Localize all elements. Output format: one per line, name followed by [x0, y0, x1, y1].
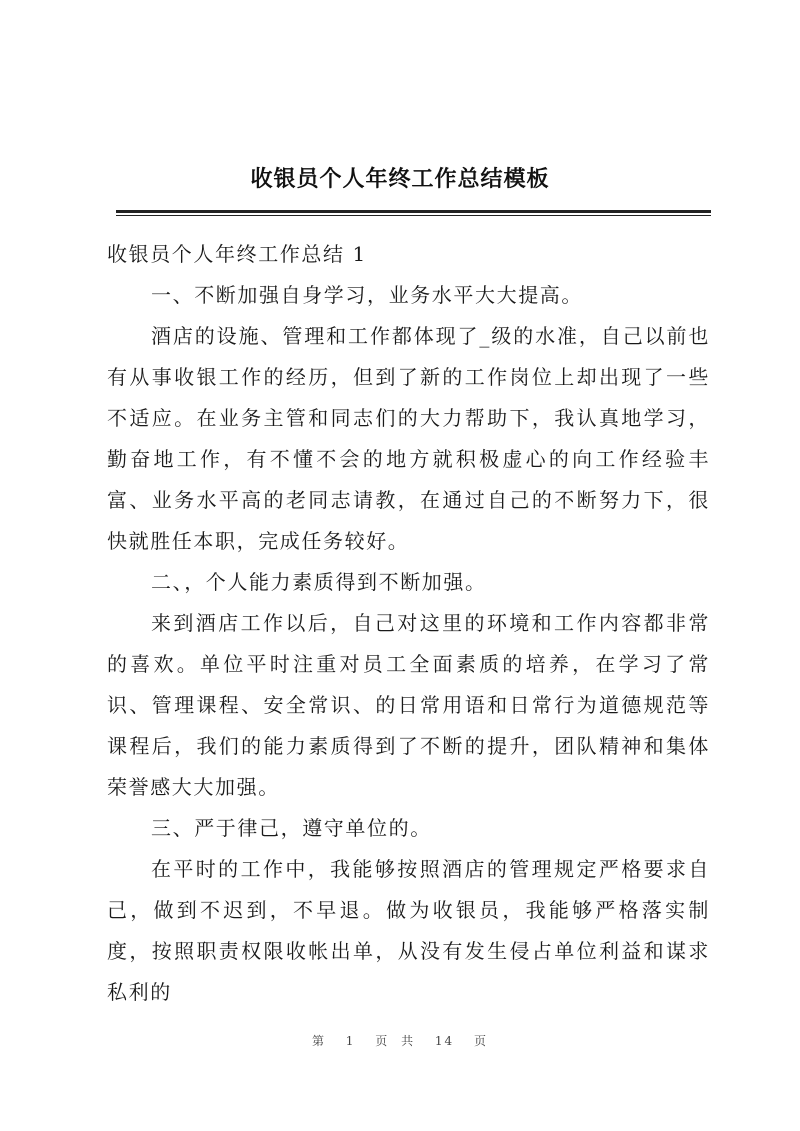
title-divider-thick [116, 210, 711, 213]
paragraph-1: 一、不断加强自身学习，业务水平大大提高。 [151, 283, 583, 307]
footer-page-number: 1 [345, 1034, 356, 1048]
paragraph-6: 在平时的工作中，我能够按照酒店的管理规定严格要求自己，做到不迟到，不早退。做为收银员，我能够严格落实制度，按照职责权限收帐出单，从没有发生侵占单位利益和谋求私利的 [107, 857, 710, 1004]
footer-middle: 页 共 [375, 1034, 416, 1048]
section-heading: 收银员个人年终工作总结 1 [107, 242, 367, 266]
paragraph-2: 酒店的设施、管理和工作都体现了_级的水准，自己以前也有从事收银工作的经历，但到了新的工作岗位上却出现了一些不适应。在业务主管和同志们的大力帮助下，我认真地学习，勤奋地工作，有不懂不会的地方就积极虚心的向工作经验丰富、业务水平高的老同志请教，在通过自己的不断努力下，很快就胜任本职，完成任务较好。 [107, 324, 710, 553]
paragraph-5: 三、严于律己，遵守单位的。 [151, 816, 432, 840]
footer-prefix: 第 [311, 1034, 326, 1048]
footer-total-pages: 14 [434, 1034, 455, 1048]
footer-suffix: 页 [474, 1034, 489, 1048]
document-title: 收银员个人年终工作总结模板 [250, 166, 550, 192]
title-divider-thin [116, 215, 711, 216]
page-footer [0, 1032, 800, 1049]
paragraph-4: 来到酒店工作以后，自己对这里的环境和工作内容都非常的喜欢。单位平时注重对员工全面素质的培养，在学习了常识、管理课程、安全常识、的日常用语和日常行为道德规范等课程后，我们的能力素质得到了不断的提升，团队精神和集体荣誉感大大加强。 [107, 611, 710, 799]
paragraph-3: 二、，个人能力素质得到不断加强。 [151, 570, 487, 594]
document-body [107, 234, 710, 1013]
